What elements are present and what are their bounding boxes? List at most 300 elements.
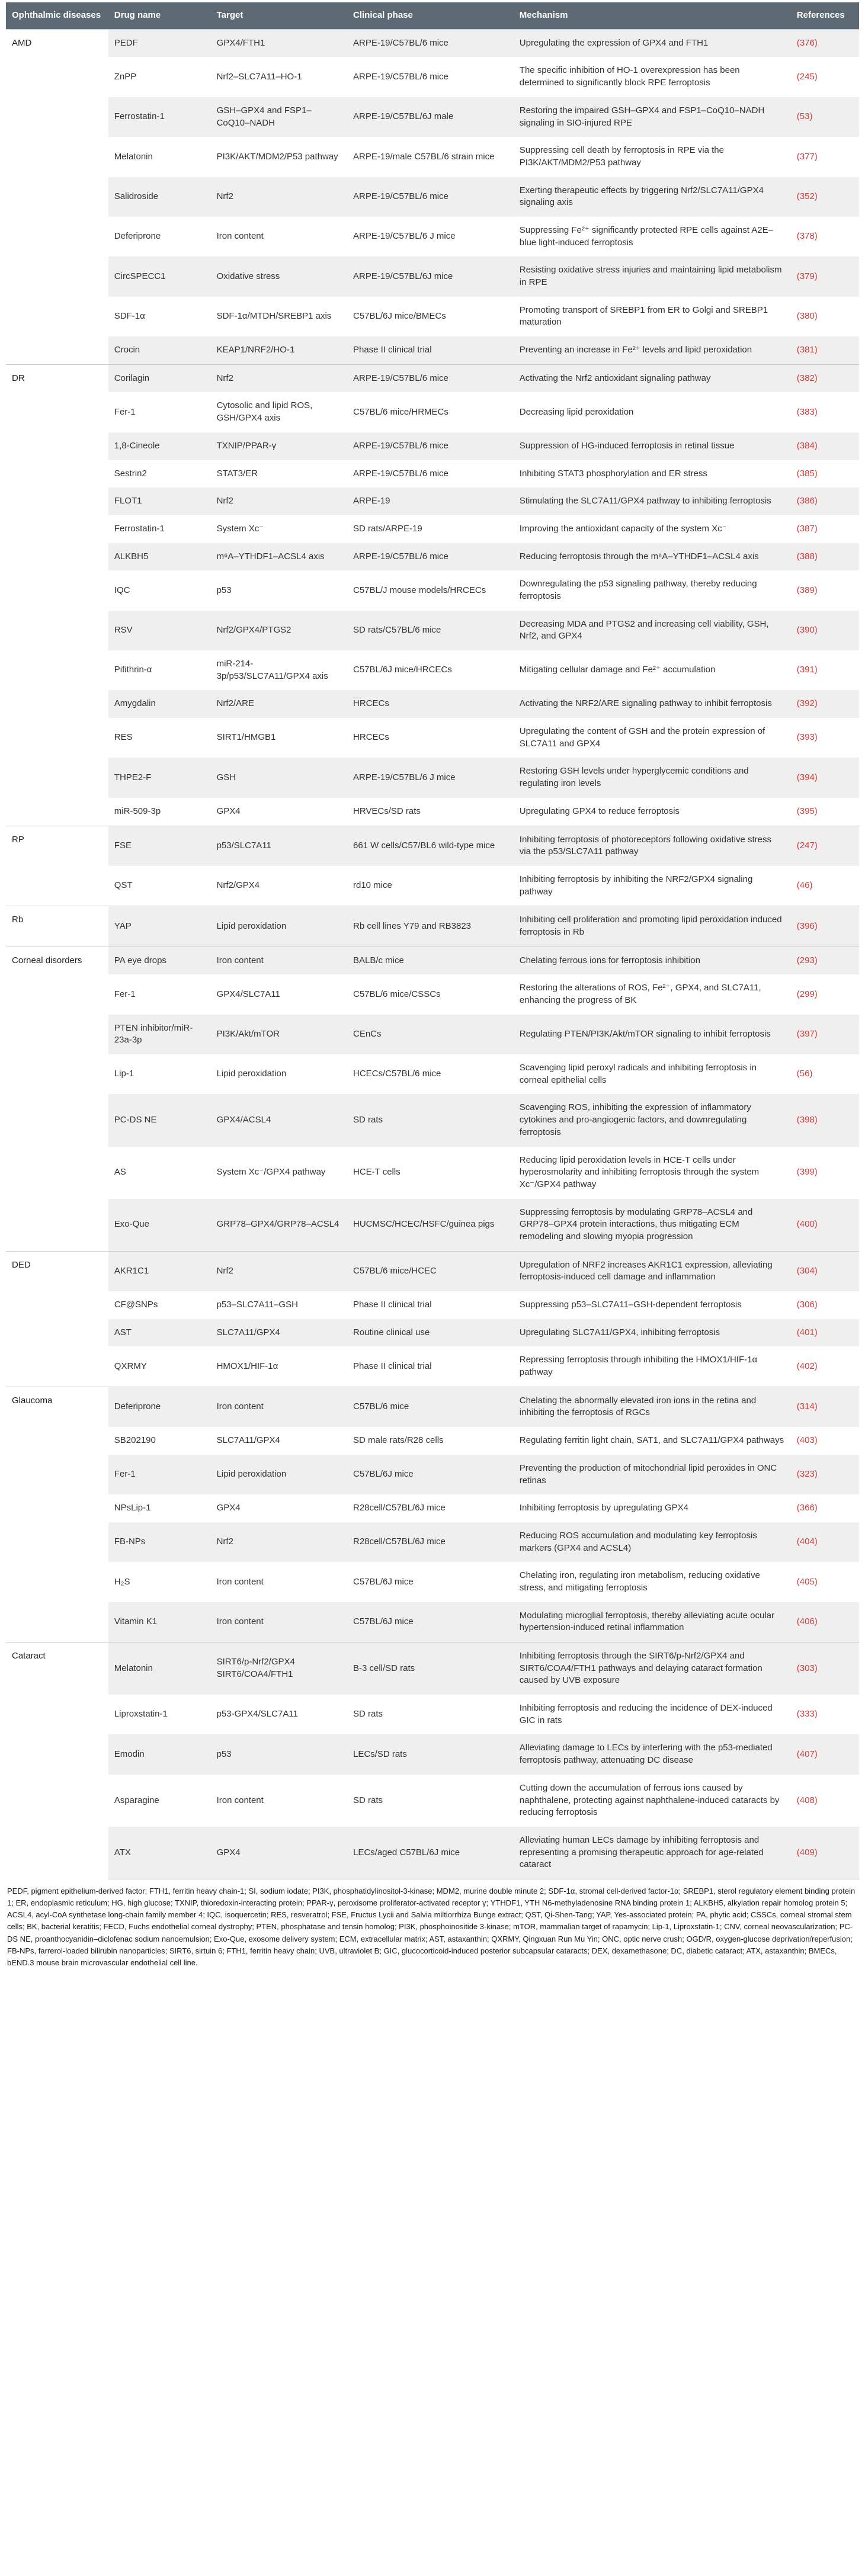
table-row xyxy=(6,460,859,488)
clinical-phase-cell: C57BL/6J mice xyxy=(353,1576,414,1587)
mechanism-cell: Modulating microglial ferroptosis, thereby alleviating acute ocular hypertension-induced retinal inflammation xyxy=(514,1602,791,1643)
table-row xyxy=(6,718,859,758)
drug-name-cell: AKR1C1 xyxy=(108,1251,211,1291)
target-cell: SLC7A11/GPX4 xyxy=(211,1319,347,1347)
reference-link[interactable]: (403) xyxy=(796,1435,818,1446)
clinical-phase-cell: ARPE-19/C57BL/6 mice xyxy=(347,432,514,460)
reference-link[interactable]: (406) xyxy=(791,1602,859,1643)
drug-name-cell: PEDF xyxy=(108,29,211,57)
table-row xyxy=(6,336,859,364)
drug-name-cell: THPE2-F xyxy=(108,758,211,797)
mechanism-cell: Alleviating human LECs damage by inhibiting ferroptosis and representing a promising therapeutic approach for age-related cataract xyxy=(514,1827,791,1879)
abbreviations-footnote: PEDF, pigment epithelium-derived factor; FTH1, ferritin heavy chain-1; SI, sodium iodate; PI3K, phosphatidylinositol-3-kinase; MDM2, murine double minute 2; SDF-1α, stromal cell-derived factor-1α; SREBP1, sterol regulatory element binding protein 1; ER, endoplasmic reticulum; HG, high glucose; TXNIP, thioredoxin-interacting protein; PPAR-γ, peroxisome proliferator-activated receptor γ; YTHDF1, YTH N6-methyladenosine RNA binding protein 1; ALKBH5, alkylation repair homolog protein 5; ACSL4, acyl-CoA synthetase long-chain family member 4; IQC, isoquercetin; RES, resveratrol; FSE, Fructus Lycii and Salvia miltiorrhiza Bunge extract; QST, Qi-Shen-Tang; YAP, Yes-associated protein; PA, phytic acid; CSSCs, corneal stromal stem cells; BK, bacterial keratitis; FECD, Fuchs endothelial corneal dystrophy; PTEN, phosphatase and tensin homolog; PI3K, phosphoinositide 3-kinase; mTOR, mammalian target of rapamycin; Lip-1, Liproxstatin-1; CNV, corneal neovascularization; PC-DS NE, proanthocyanidin–diclofenac sodium nanoemulsion; Exo-Que, exosome delivery system; ECM, extracellular matrix; AST, astaxanthin; QXRMY, Qingxuan Run Mu Yin; ONC, optic nerve crush; OGD/R, oxygen-glucose deprivation/reperfusion; FB-NPs, farrerol-loaded bilirubin nanoparticles; SIRT6, sirtuin 6; FTH1, ferritin heavy chain; UVB, ultraviolet B; GIC, glucocorticoid-induced posterior subcapsular cataracts; DEX, dexamethasone; DC, diabetic cataract; ATX, astaxanthin; BMECs, bEND.3 mouse brain microvascular endothelial cell line. xyxy=(7,1886,856,1967)
disease-cell: DR xyxy=(6,364,108,826)
disease-cell: Glaucoma xyxy=(6,1387,108,1642)
reference-link[interactable]: (408) xyxy=(796,1795,818,1805)
mechanism-cell: Resisting oxidative stress injuries and maintaining lipid metabolism in RPE xyxy=(514,256,791,296)
drug-name-cell: RSV xyxy=(108,611,211,650)
reference-link[interactable]: (378) xyxy=(796,231,818,242)
drug-name-cell: IQC xyxy=(114,585,130,595)
clinical-phase-cell: ARPE-19/C57BL/6J male xyxy=(347,97,514,137)
table-header-row xyxy=(6,2,859,29)
drug-name-cell: Ferrostatin-1 xyxy=(108,97,211,137)
clinical-phase-cell: ARPE-19/C57BL/6 J mice xyxy=(353,231,456,242)
drug-name-cell: Asparagine xyxy=(114,1795,159,1805)
table-row xyxy=(6,866,859,906)
table-row xyxy=(6,137,859,177)
clinical-phase-cell: ARPE-19/C57BL/6 mice xyxy=(347,29,514,57)
drug-name-cell: H₂S xyxy=(114,1576,130,1587)
drug-name-cell: Melatonin xyxy=(114,151,153,162)
mechanism-cell: Scavenging lipid peroxyl radicals and inhibiting ferroptosis in corneal epithelial cells xyxy=(519,1063,757,1085)
mechanism-cell: Inhibiting ferroptosis of photoreceptors following oxidative stress via the p53/SLC7A11 pathway xyxy=(514,826,791,866)
reference-link[interactable]: (376) xyxy=(791,29,859,57)
clinical-phase-cell: SD rats xyxy=(353,1709,383,1720)
target-cell: GPX4 xyxy=(216,1503,241,1513)
target-cell: SIRT1/HMGB1 xyxy=(216,732,276,743)
drug-name-cell: 1,8-Cineole xyxy=(108,432,211,460)
clinical-phase-cell: ARPE-19/C57BL/6J mice xyxy=(347,256,514,296)
drug-name-cell: QST xyxy=(114,880,133,891)
clinical-phase-cell: SD rats/C57BL/6 mice xyxy=(347,611,514,650)
disease-cell: Cataract xyxy=(6,1643,108,1879)
target-cell: p53/SLC7A11 xyxy=(211,826,347,866)
table-row xyxy=(6,1346,859,1387)
mechanism-cell: Upregulating SLC7A11/GPX4, inhibiting ferroptosis xyxy=(514,1319,791,1347)
drug-name-cell: CircSPECC1 xyxy=(108,256,211,296)
mechanism-cell: Restoring GSH levels under hyperglycemic conditions and regulating iron levels xyxy=(514,758,791,797)
target-cell: Nrf2 xyxy=(211,177,347,217)
clinical-phase-cell: C57BL/6J mice xyxy=(347,1455,514,1494)
mechanism-cell: Reducing ferroptosis through the m⁶A–YTHDF1–ACSL4 axis xyxy=(514,543,791,571)
table-body xyxy=(6,29,859,1879)
target-cell: Nrf2/GPX4/PTGS2 xyxy=(211,611,347,650)
mechanism-cell: Improving the antioxidant capacity of the system Xc⁻ xyxy=(519,523,727,534)
drug-name-cell: Liproxstatin-1 xyxy=(114,1709,168,1720)
drug-name-cell: YAP xyxy=(108,906,211,947)
mechanism-cell: Restoring the alterations of ROS, Fe²⁺, GPX4, and SLC7A11, enhancing the progress of BK xyxy=(519,983,761,1005)
mechanism-cell: Suppressing cell death by ferroptosis in RPE via the PI3K/AKT/MDM2/P53 pathway xyxy=(519,145,724,168)
target-cell: GPX4 xyxy=(216,806,241,816)
target-cell: PI3K/AKT/MDM2/P53 pathway xyxy=(216,151,338,162)
mechanism-cell: Inhibiting ferroptosis and reducing the incidence of DEX-induced GIC in rats xyxy=(519,1703,773,1725)
clinical-phase-cell: Phase II clinical trial xyxy=(353,1361,432,1371)
clinical-phase-cell: C57BL/6 mice xyxy=(347,1387,514,1427)
target-cell: Iron content xyxy=(211,947,347,974)
reference-link[interactable]: (386) xyxy=(791,487,859,515)
target-cell: Nrf2–SLC7A11–HO-1 xyxy=(216,71,302,82)
clinical-phase-cell: ARPE-19/C57BL/6 mice xyxy=(347,177,514,217)
reference-link[interactable]: (377) xyxy=(796,151,818,162)
target-cell: Iron content xyxy=(216,1576,264,1587)
drug-name-cell: ALKBH5 xyxy=(108,543,211,571)
disease-cell: Rb xyxy=(6,906,108,947)
target-cell: GRP78–GPX4/GRP78–ACSL4 xyxy=(211,1199,347,1252)
target-cell: p53 xyxy=(211,1734,347,1774)
clinical-phase-cell: rd10 mice xyxy=(353,880,392,891)
table-row xyxy=(6,515,859,543)
table-row xyxy=(6,1562,859,1602)
reference-link[interactable]: (304) xyxy=(791,1251,859,1291)
reference-link[interactable]: (382) xyxy=(791,364,859,392)
target-cell: KEAP1/NRF2/HO-1 xyxy=(211,336,347,364)
mechanism-cell: Inhibiting ferroptosis through the SIRT6/p-Nrf2/GPX4 and SIRT6/COA4/FTH1 pathways and delaying cataract formation caused by UVB exposure xyxy=(514,1643,791,1695)
drug-name-cell: SB202190 xyxy=(114,1435,156,1446)
target-cell: Iron content xyxy=(211,1387,347,1427)
clinical-phase-cell: C57BL/J mouse models/HRCECs xyxy=(353,585,486,595)
mechanism-cell: Decreasing lipid peroxidation xyxy=(519,406,634,417)
mechanism-cell: Stimulating the SLC7A11/GPX4 pathway to inhibiting ferroptosis xyxy=(514,487,791,515)
mechanism-cell: Reducing ROS accumulation and modulating key ferroptosis markers (GPX4 and ACSL4) xyxy=(514,1522,791,1562)
clinical-phase-cell: B-3 cell/SD rats xyxy=(347,1643,514,1695)
reference-link[interactable]: (395) xyxy=(796,806,818,816)
clinical-phase-cell: R28cell/C57BL/6J mice xyxy=(347,1522,514,1562)
target-cell: System Xc⁻ xyxy=(216,523,264,534)
table-row xyxy=(6,1319,859,1347)
reference-link[interactable]: (390) xyxy=(791,611,859,650)
drug-name-cell: PTEN inhibitor/miR-23a-3p xyxy=(108,1015,211,1054)
target-cell: SDF-1α/MTDH/SREBP1 axis xyxy=(216,311,332,322)
mechanism-cell: Decreasing MDA and PTGS2 and increasing cell viability, GSH, Nrf2, and GPX4 xyxy=(514,611,791,650)
reference-link[interactable]: (407) xyxy=(791,1734,859,1774)
disease-cell: AMD xyxy=(6,29,108,364)
drug-name-cell: Sestrin2 xyxy=(114,468,147,479)
target-cell: Lipid peroxidation xyxy=(211,1455,347,1494)
reference-link[interactable]: (245) xyxy=(796,71,818,82)
clinical-phase-cell: LECs/aged C57BL/6J mice xyxy=(347,1827,514,1879)
reference-link[interactable]: (397) xyxy=(791,1015,859,1054)
drug-name-cell: Melatonin xyxy=(108,1643,211,1695)
reference-link[interactable]: (392) xyxy=(791,690,859,718)
clinical-phase-cell: ARPE-19/C57BL/6 J mice xyxy=(347,758,514,797)
mechanism-cell: Repressing ferroptosis through inhibiting the HMOX1/HIF-1α pathway xyxy=(519,1355,758,1378)
disease-cell: RP xyxy=(6,826,108,906)
clinical-phase-cell: Phase II clinical trial xyxy=(347,336,514,364)
mechanism-cell: Promoting transport of SREBP1 from ER to Golgi and SREBP1 maturation xyxy=(519,304,768,328)
reference-link[interactable]: (402) xyxy=(796,1361,818,1371)
mechanism-cell: Suppressing ferroptosis by modulating GRP78–ACSL4 and GRP78–GPX4 protein interactions, thus mitigating ECM remodeling and slowing myopia progression xyxy=(514,1199,791,1252)
clinical-phase-cell: C57BL/6J mice xyxy=(347,1602,514,1643)
clinical-phase-cell: HRCECs xyxy=(353,732,389,743)
mechanism-cell: Suppressing Fe²⁺ significantly protected RPE cells against A2E–blue light-induced ferroptosis xyxy=(519,224,773,248)
clinical-phase-cell: Routine clinical use xyxy=(347,1319,514,1347)
column-header-drug-name: Drug name xyxy=(108,2,211,29)
table-row xyxy=(6,826,859,866)
target-cell: Oxidative stress xyxy=(211,256,347,296)
drug-name-cell: PC-DS NE xyxy=(108,1094,211,1146)
drug-name-cell: FLOT1 xyxy=(108,487,211,515)
table-row xyxy=(6,392,859,432)
clinical-phase-cell: C57BL/6 mice/HCEC xyxy=(347,1251,514,1291)
clinical-phase-cell: C57BL/6J mice/HRCECs xyxy=(353,665,452,675)
table-row xyxy=(6,650,859,690)
table-row xyxy=(6,906,859,947)
clinical-phase-cell: HCE-T cells xyxy=(353,1167,401,1178)
target-cell: p53 xyxy=(216,585,232,595)
reference-link[interactable]: (380) xyxy=(796,311,818,322)
table-row xyxy=(6,256,859,296)
mechanism-cell: Upregulating the expression of GPX4 and FTH1 xyxy=(514,29,791,57)
mechanism-cell: Chelating the abnormally elevated iron ions in the retina and inhibiting the ferroptosis of RGCs xyxy=(514,1387,791,1427)
clinical-phase-cell: ARPE-19 xyxy=(347,487,514,515)
drug-name-cell: Fer-1 xyxy=(114,406,136,417)
table-row xyxy=(6,798,859,826)
target-cell: Lipid peroxidation xyxy=(211,906,347,947)
clinical-phase-cell: Rb cell lines Y79 and RB3823 xyxy=(347,906,514,947)
target-cell: GPX4/FTH1 xyxy=(211,29,347,57)
table-row xyxy=(6,1695,859,1734)
drug-name-cell: Vitamin K1 xyxy=(108,1602,211,1643)
table-row xyxy=(6,1387,859,1427)
mechanism-cell: Scavenging ROS, inhibiting the expression of inflammatory cytokines and pro-angiogenic factors, and downregulating ferroptosis xyxy=(514,1094,791,1146)
drug-name-cell: Deferiprone xyxy=(108,1387,211,1427)
table-row xyxy=(6,690,859,718)
table-row xyxy=(6,29,859,57)
clinical-phase-cell: HUCMSC/HCEC/HSFC/guinea pigs xyxy=(347,1199,514,1252)
mechanism-cell: Downregulating the p53 signaling pathway, thereby reducing ferroptosis xyxy=(519,579,757,601)
reference-link[interactable]: (385) xyxy=(796,468,818,479)
target-cell: p53-GPX4/SLC7A11 xyxy=(216,1709,298,1720)
drug-name-cell: NPsLip-1 xyxy=(114,1503,151,1513)
clinical-phase-cell: HRVECs/SD rats xyxy=(353,806,421,816)
table-row xyxy=(6,57,859,97)
reference-link[interactable]: (379) xyxy=(791,256,859,296)
table-row xyxy=(6,1094,859,1146)
target-cell: TXNIP/PPAR-γ xyxy=(211,432,347,460)
drug-name-cell: Lip-1 xyxy=(114,1069,134,1079)
mechanism-cell: Chelating ferrous ions for ferroptosis inhibition xyxy=(514,947,791,974)
clinical-phase-cell: LECs/SD rats xyxy=(347,1734,514,1774)
reference-link[interactable]: (352) xyxy=(791,177,859,217)
drug-name-cell: FSE xyxy=(108,826,211,866)
drug-name-cell: Ferrostatin-1 xyxy=(114,523,165,534)
drug-name-cell: Amygdalin xyxy=(108,690,211,718)
reference-link[interactable]: (401) xyxy=(791,1319,859,1347)
mechanism-cell: Upregulating GPX4 to reduce ferroptosis xyxy=(519,806,680,816)
column-header-mechanism: Mechanism xyxy=(514,2,791,29)
reference-link[interactable]: (409) xyxy=(791,1827,859,1879)
table-row xyxy=(6,1522,859,1562)
clinical-phase-cell: ARPE-19/C57BL/6 mice xyxy=(353,71,448,82)
clinical-phase-cell: R28cell/C57BL/6J mice xyxy=(353,1503,446,1513)
reference-link[interactable]: (404) xyxy=(791,1522,859,1562)
target-cell: Iron content xyxy=(216,1795,264,1805)
target-cell: SLC7A11/GPX4 xyxy=(216,1435,280,1446)
clinical-phase-cell: CEnCs xyxy=(347,1015,514,1054)
drug-name-cell: Salidroside xyxy=(108,177,211,217)
mechanism-cell: Cutting down the accumulation of ferrous ions caused by naphthalene, protecting against naphthalene-induced cataracts by reducing ferroptosis xyxy=(519,1782,780,1818)
target-cell: Iron content xyxy=(216,231,264,242)
drug-name-cell: miR-509-3p xyxy=(114,806,161,816)
drug-name-cell: Emodin xyxy=(108,1734,211,1774)
mechanism-cell: Inhibiting STAT3 phosphorylation and ER stress xyxy=(519,468,707,479)
reference-link[interactable]: (323) xyxy=(791,1455,859,1494)
target-cell: GPX4 xyxy=(211,1827,347,1879)
clinical-phase-cell: Phase II clinical trial xyxy=(353,1300,432,1310)
mechanism-cell: Preventing an increase in Fe²⁺ levels and lipid peroxidation xyxy=(514,336,791,364)
mechanism-cell: Regulating ferritin light chain, SAT1, and SLC7A11/GPX4 pathways xyxy=(519,1435,784,1446)
target-cell: Nrf2 xyxy=(211,487,347,515)
clinical-phase-cell: ARPE-19/C57BL/6 mice xyxy=(347,543,514,571)
clinical-phase-cell: BALB/c mice xyxy=(347,947,514,974)
mechanism-cell: Reducing lipid peroxidation levels in HCE-T cells under hyperosmolarity and inhibiting ferroptosis through the system Xc⁻/GPX4 pathway xyxy=(519,1154,760,1189)
table-row xyxy=(6,611,859,650)
target-cell: Lipid peroxidation xyxy=(216,1069,287,1079)
reference-link[interactable]: (314) xyxy=(791,1387,859,1427)
reference-link[interactable]: (399) xyxy=(796,1167,818,1178)
mechanism-cell: Activating the Nrf2 antioxidant signaling pathway xyxy=(514,364,791,392)
reference-link[interactable]: (381) xyxy=(791,336,859,364)
table-row xyxy=(6,1147,859,1199)
clinical-phase-cell: SD rats xyxy=(353,1795,383,1805)
table-row xyxy=(6,1015,859,1054)
table-row xyxy=(6,758,859,797)
reference-link[interactable]: (400) xyxy=(791,1199,859,1252)
mechanism-cell: The specific inhibition of HO-1 overexpression has been determined to significantly block RPE ferroptosis xyxy=(519,65,740,88)
table-row xyxy=(6,1775,859,1827)
target-cell: p53–SLC7A11–GSH xyxy=(216,1300,298,1310)
table-row xyxy=(6,217,859,256)
clinical-phase-cell: ARPE-19/C57BL/6 mice xyxy=(353,468,448,479)
reference-link[interactable]: (387) xyxy=(796,523,818,534)
target-cell: Nrf2 xyxy=(211,1522,347,1562)
target-cell: Nrf2 xyxy=(211,364,347,392)
table-header xyxy=(6,2,859,29)
clinical-phase-cell: C57BL/6 mice/HRMECs xyxy=(353,406,448,417)
drug-name-cell: Fer-1 xyxy=(108,1455,211,1494)
reference-link[interactable]: (293) xyxy=(791,947,859,974)
table-row xyxy=(6,297,859,336)
table-row xyxy=(6,97,859,137)
table-row xyxy=(6,1199,859,1252)
table-row xyxy=(6,1734,859,1774)
table-row xyxy=(6,1251,859,1291)
mechanism-cell: Mitigating cellular damage and Fe²⁺ accumulation xyxy=(519,665,716,675)
table-row xyxy=(6,570,859,610)
drug-name-cell: ZnPP xyxy=(114,71,137,82)
clinical-phase-cell: C57BL/6 mice/CSSCs xyxy=(353,989,441,999)
drug-name-cell: QXRMY xyxy=(114,1361,147,1371)
mechanism-cell: Upregulating the content of GSH and the protein expression of SLC7A11 and GPX4 xyxy=(519,726,765,749)
reference-link[interactable]: (389) xyxy=(796,585,818,595)
mechanism-cell: Regulating PTEN/PI3K/Akt/mTOR signaling to inhibit ferroptosis xyxy=(514,1015,791,1054)
reference-link[interactable]: (384) xyxy=(791,432,859,460)
reference-link[interactable]: (405) xyxy=(796,1576,818,1587)
mechanism-cell: Exerting therapeutic effects by triggering Nrf2/SLC7A11/GPX4 signaling axis xyxy=(514,177,791,217)
reference-link[interactable]: (383) xyxy=(796,406,818,417)
drug-name-cell: Pifithrin-α xyxy=(114,665,152,675)
table-row xyxy=(6,1602,859,1643)
reference-link[interactable]: (306) xyxy=(796,1300,818,1310)
table-row xyxy=(6,974,859,1014)
table-row xyxy=(6,1455,859,1494)
target-cell: System Xc⁻/GPX4 pathway xyxy=(216,1167,326,1178)
reference-link[interactable]: (333) xyxy=(796,1709,818,1720)
mechanism-cell: Suppressing p53–SLC7A11–GSH-dependent ferroptosis xyxy=(519,1300,742,1310)
reference-link[interactable]: (396) xyxy=(791,906,859,947)
clinical-phase-cell: ARPE-19/male C57BL/6 strain mice xyxy=(353,151,495,162)
mechanism-cell: Inhibiting ferroptosis by upregulating GPX4 xyxy=(519,1503,688,1513)
clinical-phase-cell: SD rats xyxy=(347,1094,514,1146)
clinical-phase-cell: ARPE-19/C57BL/6 mice xyxy=(347,364,514,392)
reference-link[interactable]: (394) xyxy=(791,758,859,797)
target-cell: GPX4/SLC7A11 xyxy=(216,989,280,999)
mechanism-cell: Restoring the impaired GSH–GPX4 and FSP1–CoQ10–NADH signaling in SIO-injured RPE xyxy=(514,97,791,137)
mechanism-cell: Inhibiting ferroptosis by inhibiting the NRF2/GPX4 signaling pathway xyxy=(519,874,753,897)
drug-name-cell: Corilagin xyxy=(108,364,211,392)
drug-name-cell: Deferiprone xyxy=(114,231,161,242)
reference-link[interactable]: (393) xyxy=(796,732,818,743)
target-cell: HMOX1/HIF-1α xyxy=(216,1361,278,1371)
target-cell: STAT3/ER xyxy=(216,468,258,479)
table-row xyxy=(6,487,859,515)
mechanism-cell: Alleviating damage to LECs by interfering with the p53-mediated ferroptosis pathway, attenuating DC disease xyxy=(514,1734,791,1774)
table-row xyxy=(6,543,859,571)
reference-link[interactable]: (391) xyxy=(796,665,818,675)
reference-link[interactable]: (299) xyxy=(796,989,818,999)
reference-link[interactable]: (366) xyxy=(796,1503,818,1513)
reference-link[interactable]: (56) xyxy=(796,1069,813,1079)
column-header-ophthalmic-diseases: Ophthalmic diseases xyxy=(6,2,108,29)
column-header-references: References xyxy=(791,2,859,29)
mechanism-cell: Preventing the production of mitochondrial lipid peroxides in ONC retinas xyxy=(514,1455,791,1494)
clinical-phase-cell: HCECs/C57BL/6 mice xyxy=(353,1069,441,1079)
reference-link[interactable]: (247) xyxy=(791,826,859,866)
mechanism-cell: Chelating iron, regulating iron metabolism, reducing oxidative stress, and mitigating ferroptosis xyxy=(519,1570,760,1593)
mechanism-cell: Suppression of HG-induced ferroptosis in retinal tissue xyxy=(514,432,791,460)
target-cell: GPX4/ACSL4 xyxy=(211,1094,347,1146)
column-header-target: Target xyxy=(211,2,347,29)
drug-name-cell: AST xyxy=(108,1319,211,1347)
target-cell: Nrf2 xyxy=(211,1251,347,1291)
drug-name-cell: FB-NPs xyxy=(108,1522,211,1562)
reference-link[interactable]: (46) xyxy=(796,880,813,891)
drug-table xyxy=(6,2,859,1879)
table-row xyxy=(6,1291,859,1319)
drug-name-cell: CF@SNPs xyxy=(114,1300,158,1310)
drug-name-cell: PA eye drops xyxy=(108,947,211,974)
disease-cell: DED xyxy=(6,1251,108,1387)
target-cell: m⁶A–YTHDF1–ACSL4 axis xyxy=(211,543,347,571)
table-row xyxy=(6,177,859,217)
table-row xyxy=(6,432,859,460)
drug-name-cell: RES xyxy=(114,732,133,743)
clinical-phase-cell: SD rats/ARPE-19 xyxy=(353,523,422,534)
target-cell: SIRT6/p-Nrf2/GPX4 SIRT6/COA4/FTH1 xyxy=(211,1643,347,1695)
mechanism-cell: Inhibiting cell proliferation and promoting lipid peroxidation induced ferroptosis in Rb xyxy=(514,906,791,947)
reference-link[interactable]: (303) xyxy=(791,1643,859,1695)
reference-link[interactable]: (398) xyxy=(791,1094,859,1146)
mechanism-cell: Upregulation of NRF2 increases AKR1C1 expression, alleviating ferroptosis-induced cell damage and inflammation xyxy=(514,1251,791,1291)
clinical-phase-cell: 661 W cells/C57/BL6 wild-type mice xyxy=(347,826,514,866)
target-cell: miR-214-3p/p53/SLC7A11/GPX4 axis xyxy=(216,659,328,681)
drug-name-cell: Fer-1 xyxy=(114,989,136,999)
drug-name-cell: Crocin xyxy=(108,336,211,364)
table-row xyxy=(6,1494,859,1522)
mechanism-cell: Activating the NRF2/ARE signaling pathway to inhibit ferroptosis xyxy=(514,690,791,718)
drug-name-cell: ATX xyxy=(108,1827,211,1879)
table-row xyxy=(6,364,859,392)
reference-link[interactable]: (388) xyxy=(791,543,859,571)
clinical-phase-cell: SD male rats/R28 cells xyxy=(353,1435,444,1446)
reference-link[interactable]: (53) xyxy=(791,97,859,137)
target-cell: Iron content xyxy=(211,1602,347,1643)
target-cell: Nrf2/GPX4 xyxy=(216,880,260,891)
disease-cell: Corneal disorders xyxy=(6,947,108,1251)
drug-name-cell: SDF-1α xyxy=(114,311,145,322)
drug-name-cell: AS xyxy=(114,1167,126,1178)
table-row xyxy=(6,1427,859,1455)
